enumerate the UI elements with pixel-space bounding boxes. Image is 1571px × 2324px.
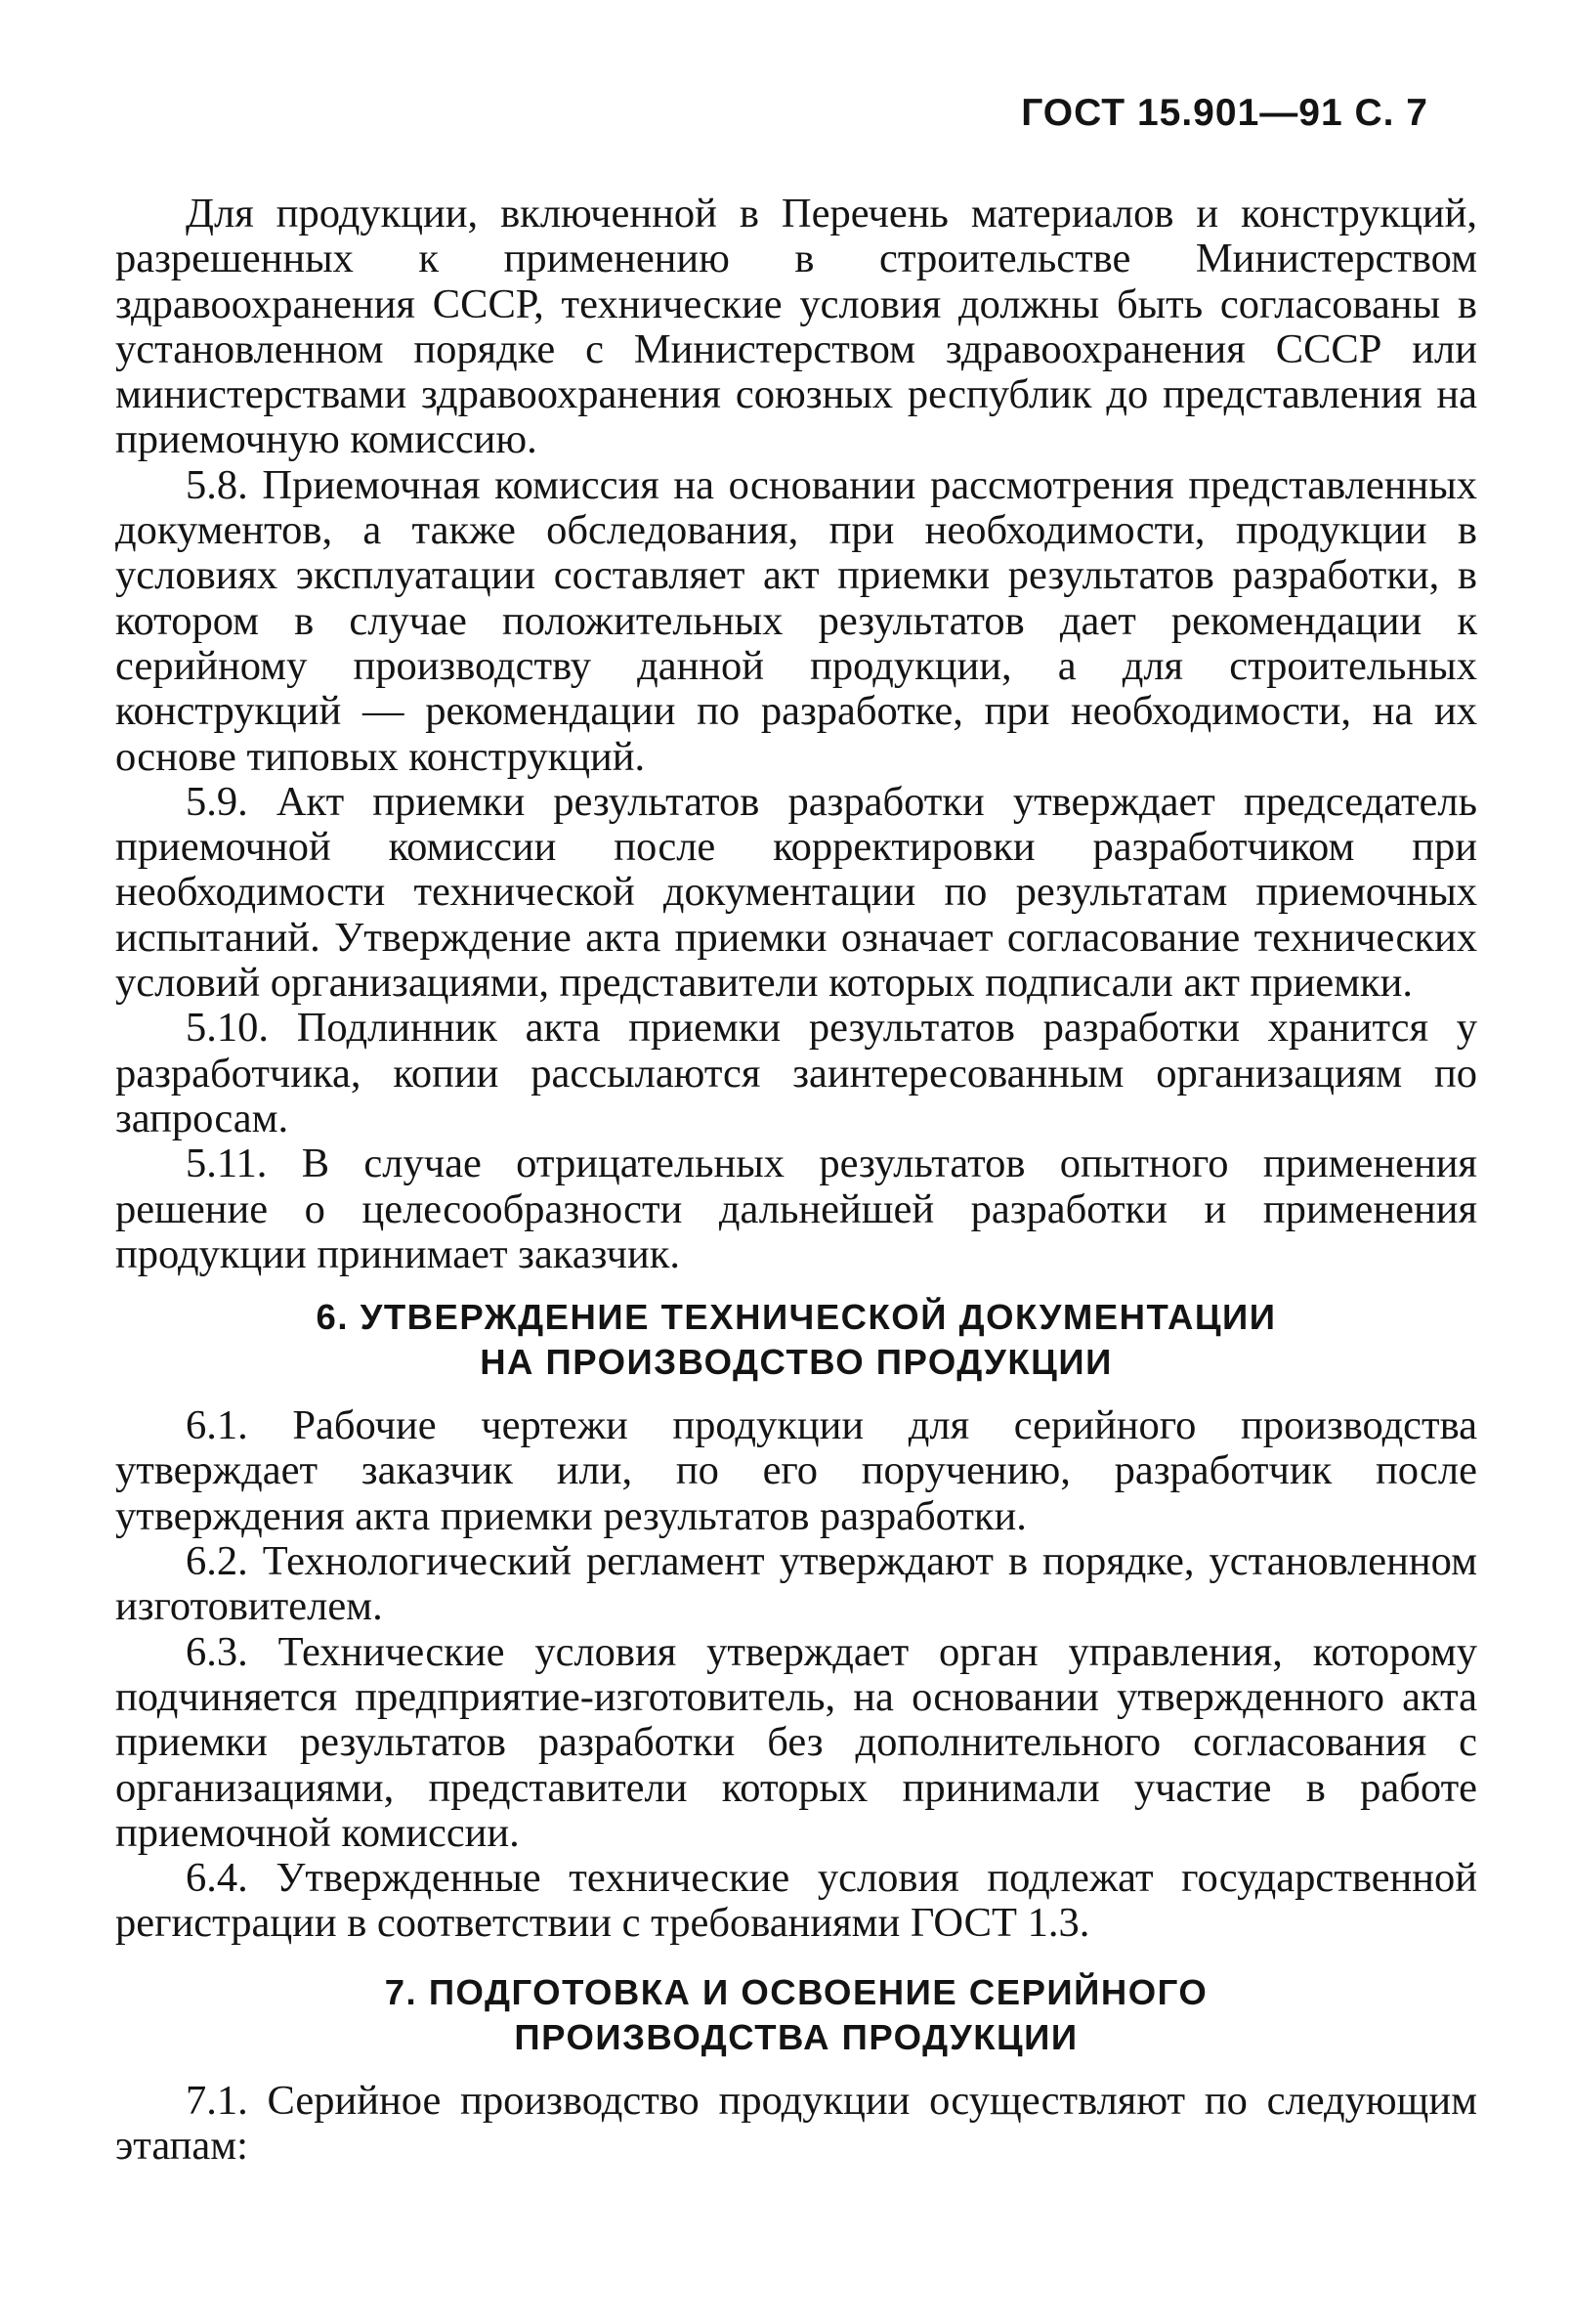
page-header: ГОСТ 15.901—91 С. 7	[1021, 92, 1428, 134]
section-7-title-line1: 7. ПОДГОТОВКА И ОСВОЕНИЕ СЕРИЙНОГО	[384, 1971, 1209, 2012]
section-6-title-line1: 6. УТВЕРЖДЕНИЕ ТЕХНИЧЕСКОЙ ДОКУМЕНТАЦИИ	[316, 1297, 1277, 1338]
paragraph-7-1: 7.1. Серийное производство продукции осуществляют по следующим этапам:	[115, 2077, 1477, 2169]
paragraph-5-7-continuation: Для продукции, включенной в Перечень материалов и конструкций, разрешенных к применению в строительстве Министерством здравоохранения СССР, технические условия должны быть согласованы в установленном порядке с Министерством здравоохранения СССР или министерствами здравоохранения союзных республик до представления на приемочную комиссию.	[115, 191, 1477, 463]
section-6-title	[115, 1295, 1477, 1385]
paragraph-6-1: 6.1. Рабочие чертежи продукции для серийного производства утверждает заказчик или, по его поручению, разработчик после утверждения акта приемки результатов разработки.	[115, 1402, 1477, 1539]
paragraph-5-8: 5.8. Приемочная комиссия на основании рассмотрения представленных документов, а также обследования, при необходимости, продукции в условиях эксплуатации составляет акт приемки результатов разработки, в котором в случае положительных результатов дает рекомендации к серийному производству данной продукции, а для строительных конструкций — рекомендации по разработке, при необходимости, на их основе типовых конструкций.	[115, 461, 1477, 780]
paragraph-6-3: 6.3. Технические условия утверждает орган управления, которому подчиняется предприятие-изготовитель, на основании утвержденного акта приемки результатов разработки без дополнительного согласования с организациями, представители которых принимали участие в работе приемочной комиссии.	[115, 1628, 1477, 1856]
paragraph-5-11: 5.11. В случае отрицательных результатов опытного применения решение о целесообразности дальнейшей разработки и применения продукции принимает заказчик.	[115, 1140, 1477, 1277]
section-7-title-line2: ПРОИЗВОДСТВА ПРОДУКЦИИ	[514, 2016, 1079, 2057]
paragraph-5-9: 5.9. Акт приемки результатов разработки утверждает председатель приемочной комиссии после корректировки разработчиком при необходимости технической документации по результатам приемочных испытаний. Утверждение акта приемки означает согласование технических условий организациями, представители которых подписали акт приемки.	[115, 778, 1477, 1007]
paragraph-6-4: 6.4. Утвержденные технические условия подлежат государственной регистрации в соответствии с требованиями ГОСТ 1.3.	[115, 1855, 1477, 1947]
document-body	[115, 192, 1477, 2169]
paragraph-5-10: 5.10. Подлинник акта приемки результатов разработки хранится у разработчика, копии рассылаются заинтересованным организациям по запросам.	[115, 1005, 1477, 1141]
section-7-title	[115, 1970, 1477, 2060]
paragraph-6-2: 6.2. Технологический регламент утверждают в порядке, установленном изготовителем.	[115, 1538, 1477, 1630]
section-6-title-line2: НА ПРОИЗВОДСТВО ПРОДУКЦИИ	[480, 1342, 1113, 1383]
